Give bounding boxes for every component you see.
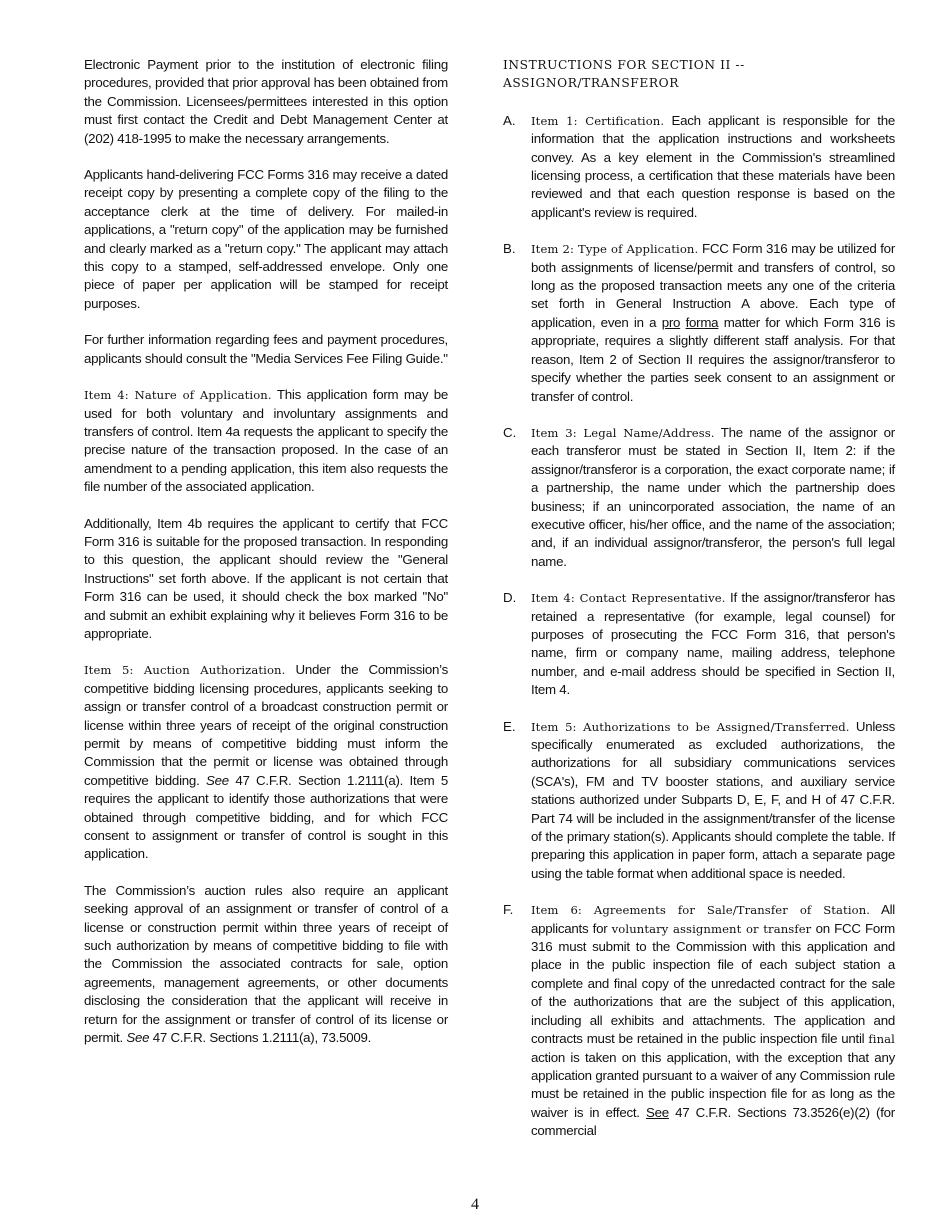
item-b-forma: forma [685, 314, 719, 330]
item-b-text-b: matter for which Form 316 is appropriate, requires a slightly different staff analysis. For that reason, Item 2 of Section II requires the assignor/transferor to specify whether the parties seek consent to an assignment or transfer of control. [531, 314, 895, 404]
item-d-text: If the assignor/transferor has retained a representative (for example, legal counsel) for purposes of prosecuting the FCC Form 316, that person's name, firm or company name, mailing address, telephone number, and e-mail address should be specified in Section II, Item 4. [531, 590, 895, 698]
page-number: 4 [471, 1196, 479, 1213]
instruction-item-b [503, 240, 895, 406]
section-heading-line-1: INSTRUCTIONS FOR SECTION II -- [503, 58, 745, 72]
item-f-text-a: All applicants for [531, 902, 895, 936]
item-letter: B. [503, 241, 516, 257]
auction-rules-see: See [126, 1030, 150, 1046]
item5-text-2: 47 C.F.R. Section 1.2111(a). Item 5 requires the applicant to identify those authorizations that were obtained through competitive bidding, and for which FCC consent to assignment or transfer of control is sought in this application. [84, 772, 449, 862]
paragraph-item4b: Additionally, Item 4b requires the applicant to certify that FCC Form 316 is suitable for the proposed transaction. In responding to this question, the applicant should review the "General Instructions" set forth above. If the applicant is not certain that Form 316 can be used, it should check the box marked "No" and submit an exhibit explaining why it believes Form 316 to be appropriate. [84, 515, 448, 641]
item-f-body [531, 901, 895, 1140]
item-e-text: Unless specifically enumerated as excluded authorizations, the authorizations for all subsidiary communications services (SCA's), FM and TV booster stations, and auxiliary service stations authorized under Subparts D, E, F, and H of 47 C.F.R. Part 74 will be included in the assignment/transfer of the license of the primary station(s). Applicants should complete the table. If preparing this application in paper form, attach a separate page using the table format when additional space is needed. [531, 718, 895, 881]
item-e-title: Item 5: Authorizations to be Assigned/Transferred. [531, 719, 850, 734]
item-e-body [531, 718, 895, 884]
item-letter: C. [503, 424, 517, 440]
paragraph-auction-rules [84, 882, 448, 1048]
item5-see: See [205, 772, 229, 788]
left-column [84, 56, 448, 1066]
paragraph-item5-auction [84, 661, 448, 863]
instruction-item-d [503, 589, 895, 699]
paragraph-further-information: For further information regarding fees and payment procedures, applicants should consult the "Media Services Fee Filing Guide." [84, 332, 448, 366]
section-heading-line-2: ASSIGNOR/TRANSFEROR [503, 76, 679, 91]
item-f-text-b: on FCC Form 316 must submit to the Commission with this application and place in the public inspection file of each subject station a complete and final copy of the unredacted contract for the sale of the authorizations that are the subject of this application, including all exhibits and attachments. The application and contracts must be retained in the public inspection file until [531, 920, 895, 1047]
item-a-body [531, 112, 895, 222]
item5-title: Item 5: Auction Authorization. [84, 663, 286, 678]
item-letter: D. [503, 590, 517, 606]
right-column [503, 56, 895, 1159]
item-letter: F. [503, 902, 514, 918]
instruction-item-f [503, 901, 895, 1140]
item-f-see: See [645, 1104, 669, 1120]
item5-text-1: Under the Commission’s competitive bidding licensing procedures, applicants seeking to assign or transfer control of a broadcast construction permit or license within three years of receipt of the original construction permit by means of competitive bidding must inform the Commission that the permit or license was obtained through competitive bidding. [84, 662, 448, 788]
item-f-text-c: action is taken on this application, with the exception that any application granted pursuant to a waiver of any Commission rule must be retained in the public inspection file for as long as the waiver is in effect. [531, 1049, 895, 1120]
item-a-text: Each applicant is responsible for the information that the application instructions and worksheets convey. As a key element in the Commission's streamlined licensing process, a certification that these materials have been reviewed and that each question response is based on the applicant's review is required. [531, 112, 895, 220]
instruction-item-c [503, 424, 895, 571]
item-c-body [531, 424, 895, 571]
paragraph-electronic-payment: Electronic Payment prior to the institution of electronic filing procedures, provided that prior approval has been obtained from the Commission. Licensees/permittees interested in this option must first contact the Credit and Debt Management Center at (202) 418-1995 to make the necessary arrangements. [84, 57, 448, 146]
section-heading [503, 56, 895, 93]
item-b-text-a: FCC Form 316 may be utilized for both assignments of license/permit and transfers of control, so long as the proposed transaction meets any one of the criteria set forth in General Instruction A above. Each type of application, even in a [531, 241, 895, 330]
item-c-title: Item 3: Legal Name/Address. [531, 425, 715, 440]
item-f-voluntary: voluntary assignment or transfer [611, 921, 812, 936]
item4-title: Item 4: Nature of Application. [84, 388, 272, 403]
item-d-body [531, 589, 895, 699]
item-letter: E. [503, 718, 516, 734]
item-b-pro: pro [661, 314, 681, 330]
item4-text: This application form may be used for both voluntary and involuntary assignments and transfers of control. Item 4a requests the applicant to specify the precise nature of the transaction proposed. In the case of an amendment to a pending application, this item also requests the file number of the associated application. [84, 387, 449, 495]
auction-rules-text-1: The Commission’s auction rules also require an applicant seeking approval of an assignment or transfer of control of a license or construction permit within three years of receipt of such authorization by means of competitive bidding to file with the Commission the associated contracts for sale, option agreements, management agreements, or other documents disclosing the consideration that the applicant will receive in return for the assignment or transfer of control of its license or permit. [84, 882, 448, 1046]
instruction-item-e [503, 718, 895, 884]
item-b-body [531, 240, 895, 406]
instruction-item-a [503, 112, 895, 222]
item-b-title: Item 2: Type of Application. [531, 242, 699, 257]
item-f-title: Item 6: Agreements for Sale/Transfer of Station. [531, 903, 871, 918]
item-f-final: final [868, 1032, 895, 1047]
item-f-text-d: 47 C.F.R. Sections 73.3526(e)(2) (for commercial [531, 1104, 895, 1139]
item-letter: A. [503, 112, 516, 128]
item-d-title: Item 4: Contact Representative. [531, 591, 726, 606]
item-a-title: Item 1: Certification. [531, 113, 665, 128]
item-c-text: The name of the assignor or each transferor must be stated in Section II, Item 2: if the assignor/transferor is a corporation, the exact corporate name; if a partnership, the name under which the partnership does business; if an unincorporated association, the name of an executive officer, his/her office, and the name of the association; and, if an individual assignor/transferor, the person's full legal name. [531, 424, 895, 569]
paragraph-hand-delivery: Applicants hand-delivering FCC Forms 316 may receive a dated receipt copy by presenting a complete copy of the filing to the acceptance clerk at the time of delivery. For mailed-in applications, a "return copy" of the application may be furnished and clearly marked as a "return copy." The applicant may attach this copy to a stamped, self-addressed envelope. Only one piece of paper per application will be stamped for receipt purposes. [84, 167, 448, 311]
paragraph-item4-nature [84, 386, 448, 496]
auction-rules-text-2: 47 C.F.R. Sections 1.2111(a), 73.5009. [149, 1030, 372, 1046]
